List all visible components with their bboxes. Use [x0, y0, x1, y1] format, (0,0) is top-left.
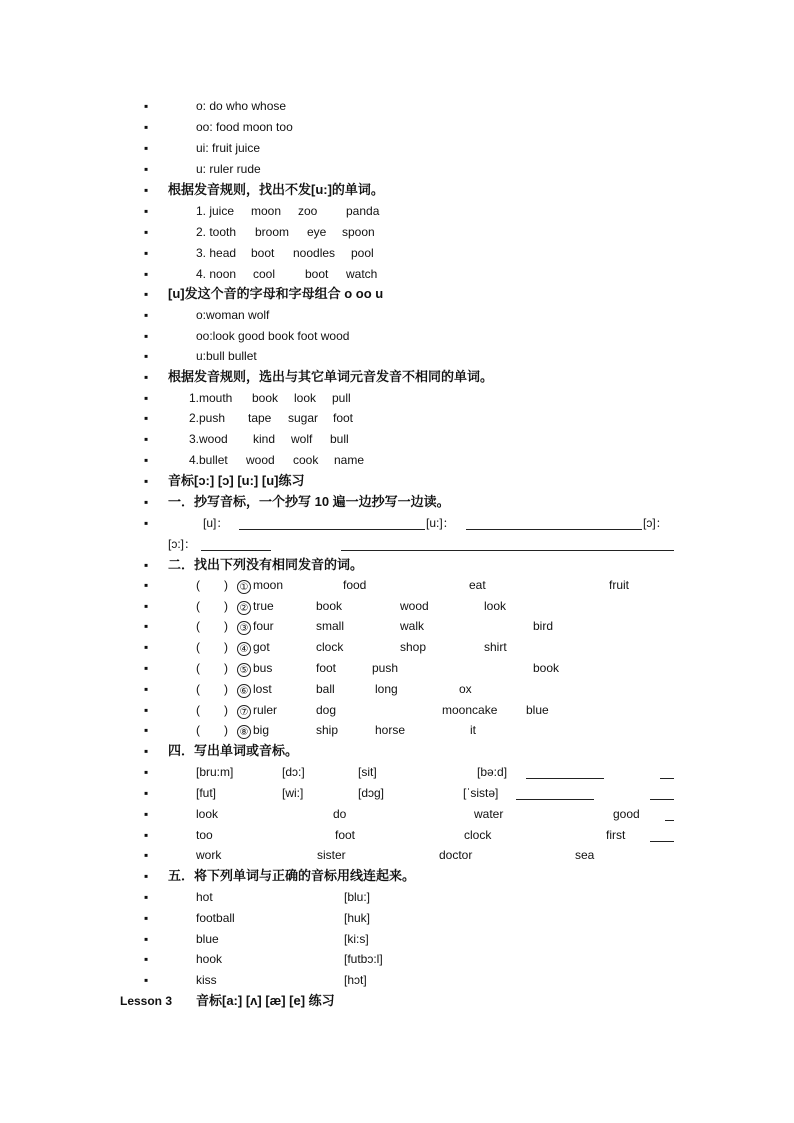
bullet-icon: ▪ — [144, 599, 149, 613]
answer-blank[interactable] — [665, 806, 674, 821]
word: food — [343, 578, 367, 592]
bullet-icon: ▪ — [144, 329, 149, 343]
word: clock — [316, 640, 344, 654]
word: shop — [400, 640, 427, 654]
exercise-row — [0, 845, 794, 865]
bullet-icon: ▪ — [144, 932, 149, 946]
bullet-icon: ▪ — [144, 267, 149, 281]
list-item — [0, 243, 794, 263]
word: cook — [293, 453, 319, 467]
bullet-icon: ▪ — [144, 474, 149, 488]
bullet-icon: ▪ — [144, 578, 149, 592]
word: spoon — [342, 225, 375, 239]
lesson-heading — [0, 991, 794, 1011]
word: noodles — [293, 246, 336, 260]
word: got — [253, 640, 270, 654]
phonetic: [wi:] — [282, 786, 304, 800]
lesson-title: 音标[a:] [ʌ] [æ] [e] 练习 — [196, 993, 335, 1008]
word: push — [372, 661, 399, 675]
bullet-icon: ▪ — [144, 453, 149, 467]
question-number: ⑤ — [237, 663, 251, 677]
word: pull — [332, 391, 351, 405]
bullet-icon: ▪ — [144, 869, 149, 883]
word: 1. juice — [196, 204, 235, 218]
bullet-icon: ▪ — [144, 204, 149, 218]
match-word[interactable]: blue — [196, 932, 219, 946]
section-heading — [0, 367, 794, 387]
phonetic: [bru:m] — [196, 765, 234, 779]
list-item — [0, 429, 794, 449]
bullet-icon: ▪ — [144, 558, 149, 572]
word: look — [484, 599, 507, 613]
word: big — [253, 723, 270, 737]
bullet-icon: ▪ — [144, 246, 149, 260]
word: ship — [316, 723, 339, 737]
section-heading — [0, 555, 794, 575]
match-phonetic[interactable]: [blu:] — [344, 890, 371, 904]
match-row — [0, 929, 794, 949]
list-item — [0, 326, 794, 346]
question-number: ③ — [237, 621, 251, 635]
word: foot — [335, 828, 356, 842]
word: wood — [246, 453, 275, 467]
phonetic: [dɔg] — [358, 786, 385, 800]
word: boot — [251, 246, 275, 260]
list-item — [0, 201, 794, 221]
word: look — [294, 391, 317, 405]
bullet-icon: ▪ — [144, 744, 149, 758]
phonetic: [bə:d] — [477, 765, 508, 779]
word: bull — [330, 432, 349, 446]
bullet-icon: ▪ — [144, 619, 149, 633]
word: do — [333, 807, 347, 821]
word: broom — [255, 225, 290, 239]
lesson-label: Lesson 3 — [120, 994, 173, 1008]
word: mooncake — [442, 703, 498, 717]
word: horse — [375, 723, 406, 737]
heading-text: 四．写出单词或音标。 — [168, 743, 299, 758]
bullet-icon: ▪ — [144, 703, 149, 717]
heading-text: 根据发音规则，找出不发[u:]的单词。 — [168, 182, 384, 197]
heading-text: 五．将下列单词与正确的音标用线连起来。 — [168, 868, 416, 883]
word: bus — [253, 661, 273, 675]
answer-blank[interactable] — [201, 536, 271, 551]
word: book — [252, 391, 279, 405]
word: ox — [459, 682, 472, 696]
word: cool — [253, 267, 276, 281]
word: lost — [253, 682, 272, 696]
spelling-line: o: do who whose — [196, 99, 287, 113]
answer-blank[interactable] — [660, 764, 674, 779]
bullet-icon: ▪ — [144, 807, 149, 821]
word: 2.push — [189, 411, 226, 425]
bullet-icon: ▪ — [144, 120, 149, 134]
bullet-icon: ▪ — [144, 640, 149, 654]
bullet-icon: ▪ — [144, 162, 149, 176]
bullet-icon: ▪ — [144, 952, 149, 966]
word: foot — [333, 411, 354, 425]
spelling-line: oo: food moon too — [196, 120, 293, 134]
match-phonetic[interactable]: [ki:s] — [344, 932, 369, 946]
word: eye — [307, 225, 327, 239]
match-row — [0, 970, 794, 990]
match-word[interactable]: hot — [196, 890, 213, 904]
word: 2. tooth — [196, 225, 237, 239]
phonetic: [dɔ:] — [282, 765, 305, 779]
symbol-label: [ɔ]： — [643, 516, 668, 530]
section-heading — [0, 471, 794, 491]
list-item — [0, 138, 794, 158]
spelling-line: ui: fruit juice — [196, 141, 261, 155]
list-item — [0, 159, 794, 179]
word: dog — [316, 703, 337, 717]
word: kind — [253, 432, 276, 446]
bullet-icon: ▪ — [144, 432, 149, 446]
word: pool — [351, 246, 374, 260]
answer-blank[interactable] — [466, 515, 642, 530]
word: long — [375, 682, 398, 696]
word: work — [196, 848, 222, 862]
answer-blank[interactable] — [650, 785, 674, 800]
bullet-icon: ▪ — [144, 308, 149, 322]
word: doctor — [439, 848, 473, 862]
spelling-line: u: ruler rude — [196, 162, 261, 176]
word: water — [474, 807, 504, 821]
answer-blank[interactable] — [341, 536, 674, 551]
word: walk — [400, 619, 425, 633]
copy-row — [0, 534, 794, 554]
question-row — [0, 720, 794, 740]
bullet-icon: ▪ — [144, 973, 149, 987]
question-row — [0, 616, 794, 636]
bullet-icon: ▪ — [144, 183, 149, 197]
bullet-icon: ▪ — [144, 682, 149, 696]
bullet-icon: ▪ — [144, 287, 149, 301]
exercise-row — [0, 804, 794, 824]
word: foot — [316, 661, 337, 675]
question-row — [0, 637, 794, 657]
word: fruit — [609, 578, 630, 592]
symbol-label: [u:]： — [426, 516, 455, 530]
match-word[interactable]: hook — [196, 952, 223, 966]
bullet-icon: ▪ — [144, 411, 149, 425]
word: clock — [464, 828, 492, 842]
list-item — [0, 346, 794, 366]
word: bird — [533, 619, 554, 633]
word: look — [196, 807, 219, 821]
word: too — [196, 828, 213, 842]
answer-blank[interactable] — [516, 785, 594, 800]
word: blue — [526, 703, 549, 717]
bullet-icon: ▪ — [144, 765, 149, 779]
bullet-icon: ▪ — [144, 99, 149, 113]
answer-blank[interactable] — [526, 764, 604, 779]
list-item — [0, 408, 794, 428]
bullet-icon: ▪ — [144, 848, 149, 862]
word: 1.mouth — [189, 391, 233, 405]
word: true — [253, 599, 274, 613]
word: four — [253, 619, 274, 633]
answer-paren[interactable]: ( ) — [196, 723, 228, 737]
answer-paren[interactable]: ( ) — [196, 599, 228, 613]
heading-text: 二．找出下列没有相同发音的词。 — [168, 557, 364, 572]
bullet-icon: ▪ — [144, 225, 149, 239]
word: 4.bullet — [189, 453, 228, 467]
match-word[interactable]: football — [196, 911, 235, 925]
heading-text: [u]发这个音的字母和字母组合 o oo u — [168, 286, 384, 301]
list-item — [0, 117, 794, 137]
question-row — [0, 700, 794, 720]
exercise-row — [0, 783, 794, 803]
match-row — [0, 949, 794, 969]
heading-text: 根据发音规则，选出与其它单词元音发音不相同的单词。 — [168, 369, 494, 384]
word: 3. head — [196, 246, 237, 260]
word: ball — [316, 682, 335, 696]
word: 3.wood — [189, 432, 228, 446]
word: it — [470, 723, 476, 737]
question-row — [0, 575, 794, 595]
bullet-icon: ▪ — [144, 495, 149, 509]
match-phonetic[interactable]: [futbɔ:l] — [344, 952, 383, 966]
symbol-label: [ɔ:]： — [168, 537, 197, 551]
word: good — [613, 807, 640, 821]
bullet-icon: ▪ — [144, 391, 149, 405]
bullet-icon: ▪ — [144, 723, 149, 737]
heading-text: 一．抄写音标，一个抄写 10 遍一边抄写一边读。 — [168, 494, 450, 509]
list-item — [0, 450, 794, 470]
word: 4. noon — [196, 267, 237, 281]
exercise-row — [0, 762, 794, 782]
match-phonetic[interactable]: [hɔt] — [344, 973, 367, 987]
match-row — [0, 887, 794, 907]
word: boot — [305, 267, 329, 281]
phonetic: [fut] — [196, 786, 217, 800]
word: panda — [346, 204, 380, 218]
copy-row — [0, 513, 794, 533]
list-item — [0, 222, 794, 242]
answer-blank[interactable] — [650, 827, 674, 842]
bullet-icon: ▪ — [144, 911, 149, 925]
word: small — [316, 619, 345, 633]
word: wood — [400, 599, 429, 613]
word: moon — [251, 204, 282, 218]
question-number: ⑧ — [237, 725, 251, 739]
answer-blank[interactable] — [239, 515, 425, 530]
word: shirt — [484, 640, 507, 654]
word: book — [316, 599, 343, 613]
bullet-icon: ▪ — [144, 828, 149, 842]
question-row — [0, 596, 794, 616]
word: eat — [469, 578, 486, 592]
match-word[interactable]: kiss — [196, 973, 217, 987]
word: zoo — [298, 204, 318, 218]
practice-title: 音标[ɔ:] [ɔ] [u:] [u]练习 — [168, 473, 305, 488]
word: sister — [317, 848, 346, 862]
list-item — [0, 388, 794, 408]
question-number: ⑦ — [237, 705, 251, 719]
bullet-icon: ▪ — [144, 661, 149, 675]
question-number: ② — [237, 601, 251, 615]
section-heading — [0, 741, 794, 761]
bullet-icon: ▪ — [144, 141, 149, 155]
word: sugar — [288, 411, 319, 425]
word: tape — [248, 411, 272, 425]
word: ruler — [253, 703, 278, 717]
match-phonetic[interactable]: [huk] — [344, 911, 371, 925]
word: wolf — [291, 432, 313, 446]
question-number: ④ — [237, 642, 251, 656]
word: name — [334, 453, 365, 467]
section-heading — [0, 284, 794, 304]
section-heading — [0, 492, 794, 512]
section-heading — [0, 180, 794, 200]
question-row — [0, 679, 794, 699]
match-row — [0, 908, 794, 928]
bullet-icon: ▪ — [144, 786, 149, 800]
word: sea — [575, 848, 595, 862]
symbol-label: [u]： — [203, 516, 229, 530]
word: book — [533, 661, 560, 675]
question-number: ① — [237, 580, 251, 594]
bullet-icon: ▪ — [144, 516, 149, 530]
answer-paren[interactable]: ( ) — [196, 682, 228, 696]
exercise-row — [0, 825, 794, 845]
list-item — [0, 264, 794, 284]
phonetic: [ˈsistə] — [463, 786, 499, 800]
answer-paren[interactable]: ( ) — [196, 640, 228, 654]
answer-paren[interactable]: ( ) — [196, 703, 228, 717]
spelling-line: o:woman wolf — [196, 308, 270, 322]
section-heading — [0, 866, 794, 886]
question-number: ⑥ — [237, 684, 251, 698]
bullet-icon: ▪ — [144, 890, 149, 904]
answer-paren[interactable]: ( ) — [196, 619, 228, 633]
bullet-icon: ▪ — [144, 370, 149, 384]
spelling-line: u:bull bullet — [196, 349, 257, 363]
question-row — [0, 658, 794, 678]
bullet-icon: ▪ — [144, 349, 149, 363]
list-item — [0, 96, 794, 116]
phonetic: [sit] — [358, 765, 377, 779]
word: first — [606, 828, 626, 842]
spelling-line: oo:look good book foot wood — [196, 329, 350, 343]
word: watch — [346, 267, 378, 281]
word: moon — [253, 578, 284, 592]
answer-paren[interactable]: ( ) — [196, 661, 228, 675]
list-item — [0, 305, 794, 325]
answer-paren[interactable]: ( ) — [196, 578, 228, 592]
